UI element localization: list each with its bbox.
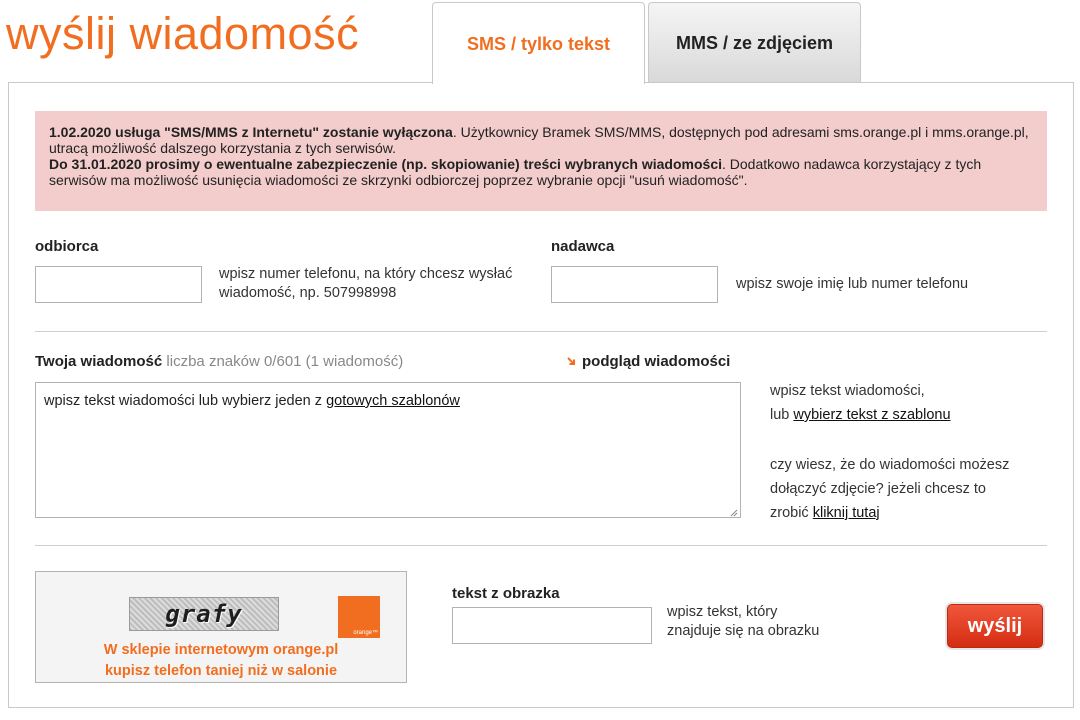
ready-templates-link[interactable]: gotowych szablonów [326, 393, 460, 409]
resize-handle-icon[interactable] [728, 505, 738, 515]
notice-paragraph-1 [49, 124, 1033, 156]
mms-tip-line1: czy wiesz, że do wiadomości możesz [770, 457, 1010, 473]
sender-label: nadawca [551, 238, 615, 255]
sender-hint: wpisz swoje imię lub numer telefonu [736, 276, 969, 292]
captcha-image [129, 597, 279, 631]
mms-tip-line2: dołączyć zdjęcie? jeżeli chcesz to [770, 481, 986, 497]
preview-message-label: podgląd wiadomości [582, 353, 731, 370]
tab-sms[interactable]: SMS / tylko tekst [432, 2, 645, 84]
message-label: Twoja wiadomość [35, 353, 163, 370]
divider [35, 545, 1047, 546]
captcha-image-text: grafy [165, 600, 243, 628]
arrow-down-right-icon [566, 356, 577, 367]
captcha-hint-line1: wpisz tekst, który [667, 604, 778, 620]
captcha-input[interactable] [452, 607, 652, 644]
message-textarea[interactable] [35, 382, 741, 518]
recipient-label: odbiorca [35, 238, 99, 255]
notice-text-2: . Dodatkowo nadawca korzystający z tych serwisów ma możliwość usunięcia wiadomości ze skrzynki odbiorczej poprzez wybranie opcji "usuń wiadomość". [49, 156, 982, 188]
divider [35, 331, 1047, 332]
mms-tip-line3 [770, 501, 1009, 525]
banner-text [36, 640, 406, 682]
banner-line2: kupisz telefon taniej niż w salonie [104, 663, 338, 679]
mms-tip [770, 453, 1009, 525]
shutdown-notice [35, 111, 1047, 211]
template-hint-line1: wpisz tekst wiadomości, [770, 383, 925, 399]
notice-paragraph-2 [49, 156, 1033, 188]
choose-template-link[interactable]: wybierz tekst z szablonu [793, 407, 951, 423]
template-hint-line2 [770, 403, 951, 427]
preview-message-link[interactable] [566, 353, 730, 370]
captcha-hint-line2: znajduje się na obrazku [667, 623, 820, 639]
notice-text-1: . Użytkownicy Bramek SMS/MMS, dostępnych pod adresami sms.orange.pl i mms.orange.pl, utracą możliwość dalszego korzystania z tych serwisów. [49, 124, 1029, 156]
click-here-link[interactable]: kliknij tutaj [812, 505, 880, 521]
captcha-label: tekst z obrazka [452, 585, 560, 602]
page-title: wyślij wiadomość [6, 8, 360, 59]
template-hint-prefix: lub [770, 407, 794, 423]
orange-shop-banner[interactable] [35, 571, 407, 683]
recipient-input[interactable] [35, 266, 202, 303]
sms-form-panel [8, 82, 1074, 708]
notice-bold-1: 1.02.2020 usługa "SMS/MMS z Internetu" zostanie wyłączona [49, 124, 453, 140]
send-button[interactable]: wyślij [947, 604, 1043, 648]
orange-logo [338, 596, 380, 638]
message-label-row [35, 353, 403, 370]
captcha-hint [667, 603, 819, 641]
recipient-hint: wpisz numer telefonu, na który chcesz wysłać wiadomość, np. 507998998 [219, 266, 513, 301]
tab-mms[interactable]: MMS / ze zdjęciem [648, 2, 861, 82]
template-hint [770, 379, 951, 427]
mms-tip-prefix: zrobić [770, 505, 813, 521]
message-placeholder: wpisz tekst wiadomości lub wybierz jeden z [44, 393, 327, 409]
sender-input[interactable] [551, 266, 718, 303]
orange-logo-text: orange™ [353, 630, 378, 636]
banner-line1: W sklepie internetowym orange.pl [103, 642, 339, 658]
notice-bold-2: Do 31.01.2020 prosimy o ewentualne zabezpieczenie (np. skopiowanie) treści wybranych wiadomości [49, 156, 722, 172]
character-counter: liczba znaków 0/601 (1 wiadomość) [166, 353, 404, 370]
